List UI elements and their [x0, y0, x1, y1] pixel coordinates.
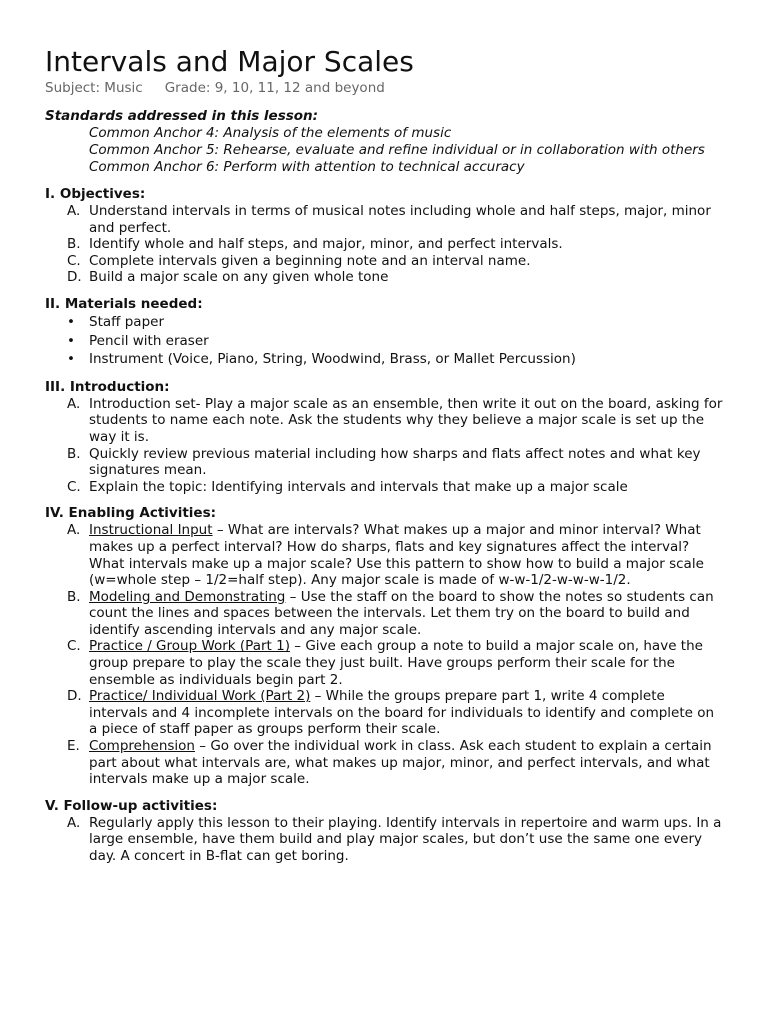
- standard-line: Common Anchor 5: Rehearse, evaluate and refine individual or in collaboration with others: [89, 142, 705, 158]
- standards-section: [45, 108, 725, 176]
- item-text: Introduction set- Play a major scale as an ensemble, then write it out on the board, asking for students to name each note. Ask the students why they believe a major scale is set up the way it is.: [89, 395, 723, 445]
- grade-label: Grade: 9, 10, 11, 12 and beyond: [164, 80, 385, 96]
- introduction-list: [45, 396, 725, 496]
- list-marker: A.: [67, 522, 81, 539]
- enabling-heading: IV. Enabling Activities:: [45, 505, 217, 522]
- item-lead: Practice / Group Work (Part 1): [89, 638, 290, 655]
- subject-label: Subject: Music: [45, 80, 143, 96]
- list-item: [45, 589, 725, 639]
- bullet-icon: •: [67, 313, 75, 330]
- list-item: [45, 313, 725, 332]
- item-text: – Use the staff on the board to show the notes so students can count the lines and spaces between the intervals. Let them try on the board to build and identify ascending intervals and any major scale.: [89, 588, 714, 638]
- list-item: [45, 738, 725, 788]
- list-marker: A.: [67, 814, 81, 831]
- standard-line: Common Anchor 4: Analysis of the elements of music: [89, 125, 452, 141]
- introduction-heading: III. Introduction:: [45, 378, 170, 395]
- list-item: [45, 688, 725, 738]
- list-item: [45, 236, 725, 253]
- list-marker: A.: [67, 395, 81, 412]
- item-text: Pencil with eraser: [89, 332, 209, 349]
- item-text: Build a major scale on any given whole tone: [89, 269, 389, 286]
- item-text: – What are intervals? What makes up a major and minor interval? What makes up a perfect interval? How do sharps, flats and key signatures affect the interval? What intervals make up a major scale? Use this pattern to show how to build a major scale (w=whole step – 1/2=half step). Any major scale is made of w-w-1/2-w-w-w-1/2.: [89, 522, 704, 589]
- list-item: [45, 479, 725, 496]
- standard-line: Common Anchor 6: Perform with attention to technical accuracy: [89, 159, 525, 175]
- followup-list: [45, 815, 725, 865]
- list-marker: D.: [67, 688, 82, 705]
- bullet-icon: •: [67, 351, 75, 368]
- item-text: Understand intervals in terms of musical notes including whole and half steps, major, minor and perfect.: [89, 203, 711, 236]
- introduction-section: [45, 379, 725, 496]
- list-item: [45, 638, 725, 688]
- followup-heading: V. Follow-up activities:: [45, 797, 218, 814]
- list-marker: C.: [67, 638, 81, 655]
- standards-heading: Standards addressed in this lesson:: [45, 108, 319, 124]
- list-marker: B.: [67, 588, 81, 605]
- list-marker: D.: [67, 269, 82, 286]
- list-marker: E.: [67, 738, 80, 755]
- list-item: [45, 446, 725, 479]
- enabling-section: [45, 505, 725, 788]
- item-text: Explain the topic: Identifying intervals and intervals that make up a major scale: [89, 478, 628, 495]
- materials-heading: II. Materials needed:: [45, 295, 203, 312]
- meta-line: [45, 79, 725, 97]
- list-item: [45, 522, 725, 588]
- item-lead: Practice/ Individual Work (Part 2): [89, 688, 311, 705]
- objectives-heading: I. Objectives:: [45, 186, 146, 202]
- objectives-list: [45, 203, 725, 286]
- item-lead: Modeling and Demonstrating: [89, 588, 286, 605]
- item-text: Instrument (Voice, Piano, String, Woodwind, Brass, or Mallet Percussion): [89, 351, 576, 368]
- item-lead: Comprehension: [89, 738, 195, 755]
- list-marker: C.: [67, 252, 81, 269]
- list-item: [45, 396, 725, 446]
- item-text: Quickly review previous material including how sharps and flats affect notes and what key signatures mean.: [89, 445, 701, 479]
- materials-list: [45, 313, 725, 369]
- item-text: Regularly apply this lesson to their playing. Identify intervals in repertoire and warm ups. In a large ensemble, have them build and play major scales, but don’t use the same one every day. A concert in B-flat can get boring.: [89, 814, 722, 864]
- item-lead: Instructional Input: [89, 522, 213, 539]
- objectives-section: [45, 186, 725, 286]
- list-item: [45, 269, 725, 286]
- list-item: [45, 815, 725, 865]
- list-marker: B.: [67, 445, 81, 462]
- list-item: [45, 350, 725, 369]
- item-text: – Give each group a note to build a major scale on, have the group prepare to play the scale they just built. Have groups perform their scale for the ensemble as individuals begin part 2.: [89, 638, 703, 688]
- enabling-list: [45, 522, 725, 788]
- item-text: Complete intervals given a beginning note and an interval name.: [89, 252, 531, 269]
- item-text: – Go over the individual work in class. Ask each student to explain a certain part about what intervals are, what makes up major, minor, and perfect intervals, and what intervals make up a major scale.: [89, 738, 712, 788]
- lesson-plan-page: [45, 44, 725, 865]
- list-item: [45, 332, 725, 351]
- page-title: Intervals and Major Scales: [45, 45, 414, 78]
- item-text: Staff paper: [89, 313, 164, 330]
- list-marker: B.: [67, 236, 81, 253]
- list-item: [45, 203, 725, 236]
- item-text: Identify whole and half steps, and major, minor, and perfect intervals.: [89, 236, 563, 253]
- materials-section: [45, 296, 725, 369]
- list-item: [45, 253, 725, 270]
- list-marker: A.: [67, 203, 81, 219]
- list-marker: C.: [67, 478, 81, 495]
- followup-section: [45, 798, 725, 865]
- bullet-icon: •: [67, 332, 75, 349]
- item-text: – While the groups prepare part 1, write 4 complete intervals and 4 incomplete intervals on the board for individuals to identify and complete on a piece of staff paper as groups perform their scale.: [89, 688, 715, 738]
